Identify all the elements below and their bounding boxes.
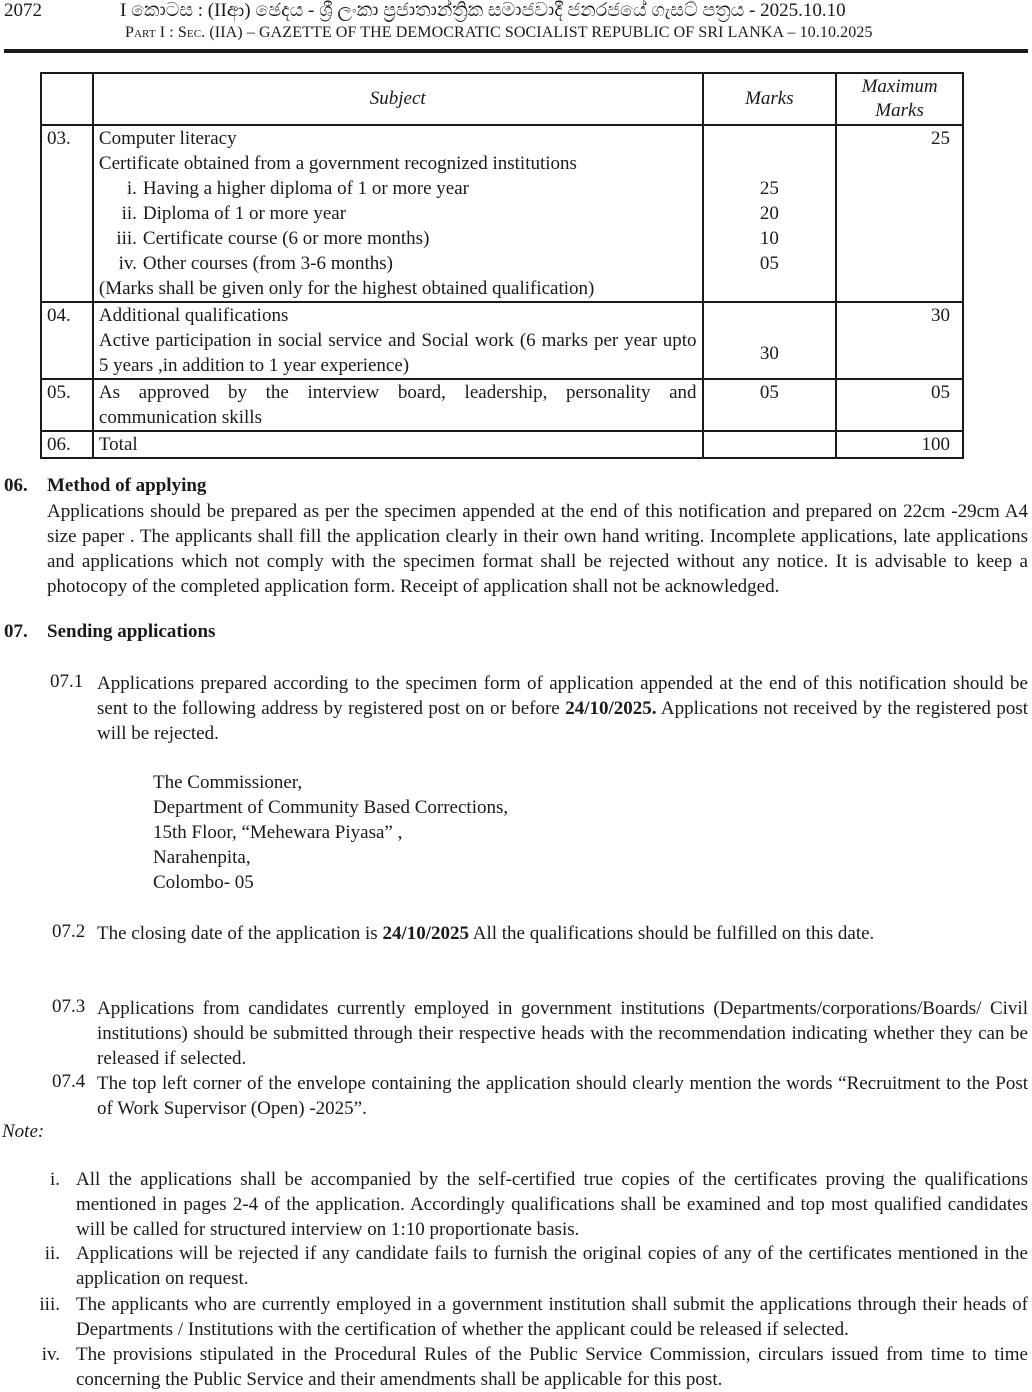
row-max-marks: 05 — [836, 379, 963, 431]
row-subject: As approved by the interview board, leadership, personality and communication skills — [93, 379, 703, 431]
row-number: 04. — [41, 302, 93, 379]
marks-table — [40, 72, 964, 459]
row-marks — [703, 302, 837, 379]
address-line: The Commissioner, — [153, 772, 303, 793]
address-line: Department of Community Based Corrections, — [153, 797, 509, 818]
subject-title: Computer literacy — [98, 128, 237, 149]
note-roman: i. — [49, 1169, 60, 1190]
sub-item-roman: iii. — [116, 228, 137, 249]
subsection-07-3-text: Applications from candidates currently employed in government institutions (Departments/corporations/Boards/ Civil institutions) should be submitted through their respective heads with the recommendation indicating whether they can be released if selected. — [97, 998, 1028, 1069]
row-marks — [703, 431, 837, 458]
address-line: Narahenpita, — [153, 847, 251, 868]
row-subject — [93, 125, 703, 302]
row-marks — [703, 125, 837, 302]
subsection-07-1-text — [97, 671, 1028, 746]
row-subject: Total — [93, 431, 703, 458]
section-07-number: 07. — [4, 621, 28, 642]
col-header-marks: Marks — [703, 73, 837, 125]
closing-date: 24/10/2025 — [382, 923, 470, 944]
row-marks: 05 — [703, 379, 837, 431]
sub-item — [99, 226, 697, 251]
row-max-marks: 25 — [836, 125, 963, 302]
marks-value: 30 — [759, 342, 779, 364]
deadline-date: 24/10/2025. — [565, 698, 657, 719]
page-number: 2072 — [4, 0, 42, 21]
subsection-07-2-text — [97, 921, 1028, 946]
subsection-07-4-text: The top left corner of the envelope containing the application should clearly mention the words “Recruitment to the Post of Work Supervisor (Open) -2025”. — [97, 1073, 1028, 1119]
sub-item-text: Having a higher diploma of 1 or more year — [142, 178, 469, 199]
english-gazette-title: Part I : Sec. (IIA) – GAZETTE OF THE DEMOCRATIC SOCIALIST REPUBLIC OF SRI LANKA – 10.10.2025 — [125, 24, 873, 41]
section-07-title: Sending applications — [47, 621, 216, 642]
header-divider — [4, 49, 1028, 53]
note-text: All the applications shall be accompanied by the self-certified true copies of the certificates proving the qualifications mentioned in pages 2-4 of the application. Accordingly qualifications shall be examined and top most qualified candidates will be called for structured interview on 1:10 proportionate basis. — [76, 1169, 1028, 1240]
row-max-marks: 100 — [836, 431, 963, 458]
sinhala-gazette-title: I කොටස : (IIආ) ඡෙදය - ශ්‍රී ලංකා ප්‍රජාතාන්ත්‍රික සමාජවාදී ජනරජයේ ගැසට් පත්‍රය - 2025.10.10 — [120, 0, 846, 21]
section-06-body: Applications should be prepared as per the specimen appended at the end of this notification and prepared on 22cm -29cm A4 size paper . The applicants shall fill the application clearly in their own hand writing. Incomplete applications, late applications and applications which not comply with the specimen format shall be rejected without any notice. It is advisable to keep a photocopy of the completed application form. Receipt of application shall not be acknowledged. — [47, 501, 1028, 597]
subsection-07-1-number: 07.1 — [50, 671, 84, 692]
note-text: The applicants who are currently employed in a government institution shall submit the applications through their heads of Departments / Institutions with the certification of whether the applicant could be released if selected. — [76, 1294, 1028, 1340]
note-text: The provisions stipulated in the Procedural Rules of the Public Service Commission, circulars issued from time to time concerning the Public Service and their amendments shall be applicable for this post. — [76, 1344, 1028, 1390]
address-line: 15th Floor, “Mehewara Piyasa” , — [153, 822, 403, 843]
subject-title: Additional qualifications — [98, 305, 289, 326]
sub-item — [99, 176, 697, 201]
text-fragment: The closing date of the application is — [97, 923, 383, 944]
sub-item-text: Diploma of 1 or more year — [142, 203, 347, 224]
marks-value: 05 — [759, 253, 779, 274]
table-row — [41, 125, 963, 302]
sub-item-text: Certificate course (6 or more months) — [142, 228, 430, 249]
sub-item — [99, 201, 697, 226]
note-label: Note: — [2, 1121, 45, 1142]
row-subject — [93, 302, 703, 379]
note-roman: ii. — [44, 1243, 60, 1264]
col-header-subject: Subject — [93, 73, 703, 125]
note-roman: iii. — [39, 1294, 60, 1315]
row-number: 03. — [41, 125, 93, 302]
sub-item-text: Other courses (from 3-6 months) — [142, 253, 394, 274]
note-text: Applications will be rejected if any candidate fails to furnish the original copies of any of the certificates mentioned in the application on request. — [76, 1243, 1028, 1289]
row-number: 06. — [41, 431, 93, 458]
subsection-07-4-number: 07.4 — [52, 1071, 86, 1092]
subsection-07-2-number: 07.2 — [52, 921, 86, 942]
sub-item-roman: iv. — [118, 253, 137, 274]
col-header-max-marks: Maximum Marks — [836, 73, 963, 125]
text-fragment: Applications not received by the registered post will be rejected. — [97, 698, 1028, 744]
row-number: 05. — [41, 379, 93, 431]
table-header-row — [41, 73, 963, 125]
subject-footnote: (Marks shall be given only for the highest obtained qualification) — [98, 278, 595, 299]
postal-address — [153, 770, 508, 895]
subject-text: Active participation in social service and Social work (6 marks per year upto 5 years ,in addition to 1 year experience) — [98, 330, 697, 376]
text-fragment: Applications prepared according to the specimen form of application appended at the end of this notification should be sent to the following address by registered post on or before — [97, 673, 1028, 719]
address-line: Colombo- 05 — [153, 872, 254, 893]
subsection-07-3-number: 07.3 — [52, 996, 86, 1017]
col-header-number — [41, 73, 93, 125]
sub-item-roman: i. — [126, 178, 137, 199]
note-roman: iv. — [41, 1344, 60, 1365]
marks-value: 25 — [759, 178, 779, 199]
row-max-marks: 30 — [836, 302, 963, 379]
section-06-title: Method of applying — [47, 475, 207, 496]
sub-item — [99, 251, 697, 276]
sub-item-roman: ii. — [121, 203, 137, 224]
table-row-total — [41, 431, 963, 458]
table-row — [41, 379, 963, 431]
marks-value: 10 — [759, 228, 779, 249]
section-06-number: 06. — [4, 475, 28, 496]
table-row — [41, 302, 963, 379]
marks-value: 20 — [759, 203, 779, 224]
text-fragment: All the qualifications should be fulfilled on this date. — [469, 923, 875, 944]
subject-intro: Certificate obtained from a government recognized institutions — [98, 153, 577, 174]
